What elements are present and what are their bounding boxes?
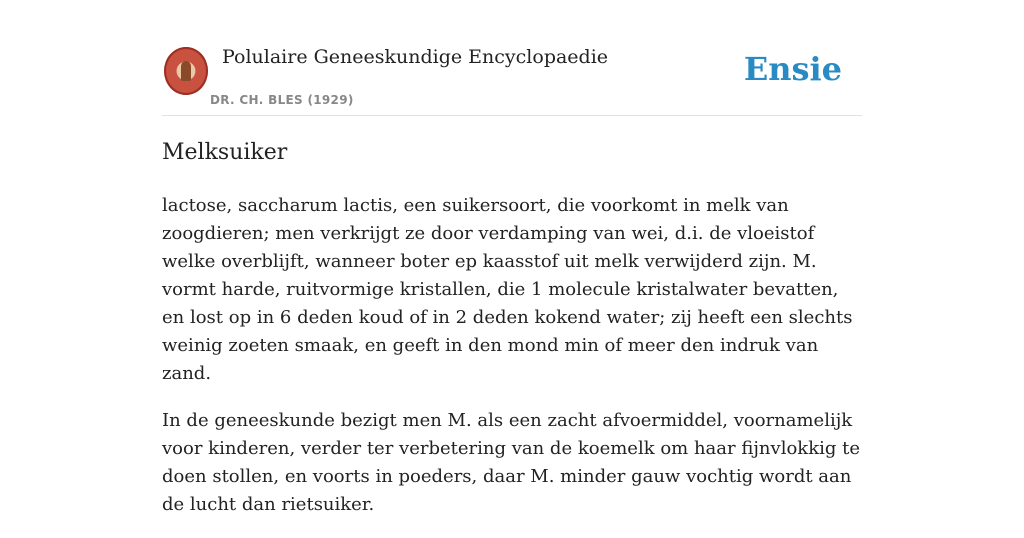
brand-logo[interactable]: Ensie [743,50,842,88]
entry-paragraph: In de geneeskunde bezigt men M. als een zacht afvoermiddel, voornamelijk voor kinderen, verder ter verbetering van de koemelk om haar fijnvlokkig te doen stollen, en voorts in poeders, daar M. minder gauw vochtig wordt aan de lucht dan rietsuiker. [162,410,860,515]
entry-title: Melksuiker [162,140,288,165]
header-divider [162,115,862,116]
header [162,40,862,116]
logo-figure [181,61,191,81]
entry-paragraph: lactose, saccharum lactis, een suikersoort, die voorkomt in melk van zoogdieren; men verkrijgt ze door verdamping van wei, d.i. de vloeistof welke overblijft, wanneer boter ep kaasstof uit melk verwijderd zijn. M. vormt harde, ruitvormige kristallen, die 1 molecule kristalwater bevatten, en lost op in 6 deden koud of in 2 deden kokend water; zij heeft een slechts weinig zoeten smaak, en geeft in den mond min of meer den indruk van zand. [162,195,853,384]
book-title[interactable]: Polulaire Geneeskundige Encyclopaedie [222,46,609,68]
encyclopedia-logo-icon[interactable] [164,47,208,95]
book-author: DR. CH. BLES (1929) [210,93,354,107]
entry-body [162,192,862,538]
